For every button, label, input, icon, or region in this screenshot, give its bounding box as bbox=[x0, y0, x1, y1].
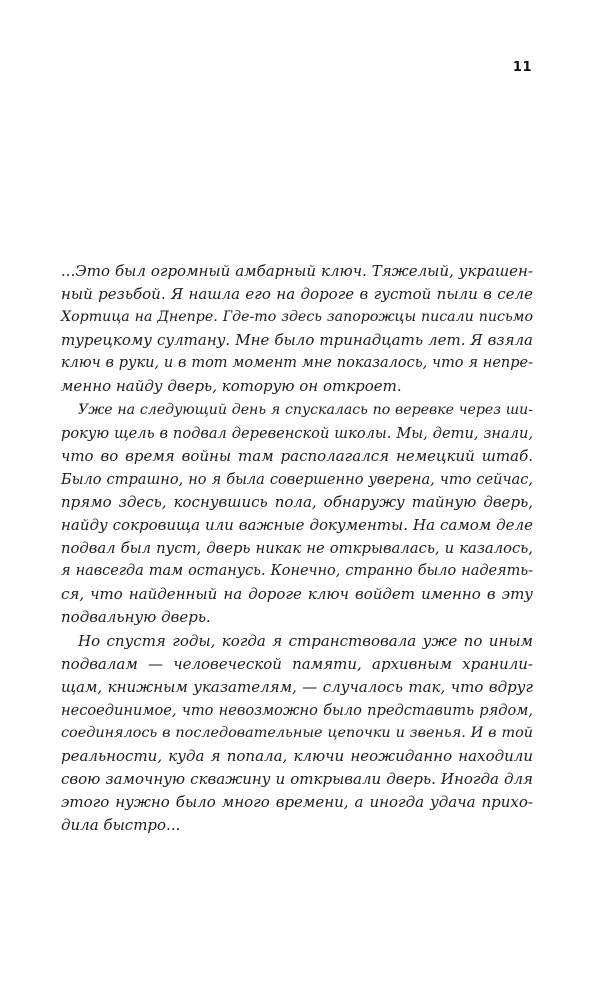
text-line: Хортица на Днепре. Где-то здесь запорожцы писали письмо bbox=[61, 309, 533, 326]
text-line: подвалам — человеческой памяти, архивным хранили- bbox=[61, 654, 533, 673]
paragraph-2 bbox=[61, 399, 533, 630]
text-line: ся, что найденный на дороге ключ войдет именно в эту bbox=[61, 585, 533, 604]
paragraph-3 bbox=[61, 630, 533, 838]
text-line: подвальную дверь. bbox=[61, 608, 211, 627]
text-line: Уже на следующий день я спускалась по веревке через ши- bbox=[78, 401, 533, 418]
text-line: прямо здесь, коснувшись пола, обнаружу тайную дверь, bbox=[61, 492, 533, 511]
text-line: что во время войны там располагался немецкий штаб. bbox=[61, 446, 533, 465]
text-line: свою замочную скважину и открывали дверь. Иногда для bbox=[61, 770, 533, 789]
paragraph-1 bbox=[61, 260, 533, 399]
text-line: рокую щель в подвал деревенской школы. Мы, дети, знали, bbox=[61, 424, 533, 442]
text-line: менно найду дверь, которую он откроет. bbox=[61, 377, 402, 396]
text-line: я навсегда там останусь. Конечно, странно было надеять- bbox=[61, 563, 533, 580]
text-line: несоединимое, что невозможно было представить рядом, bbox=[61, 701, 533, 719]
text-line: этого нужно было много времени, а иногда удача прихо- bbox=[61, 793, 533, 812]
body-text bbox=[61, 260, 533, 837]
text-line: подвал был пуст, дверь никак не открывалась, и казалось, bbox=[61, 540, 533, 558]
text-line: найду сокровища или важные документы. На самом деле bbox=[61, 516, 533, 535]
text-line: реальности, куда я попала, ключи неожиданно находили bbox=[61, 746, 533, 765]
text-line: турецкому султану. Мне было тринадцать лет. Я взяла bbox=[61, 331, 533, 350]
text-line: ...Это был огромный амбарный ключ. Тяжелый, украшен- bbox=[61, 262, 533, 280]
text-line: соединялось в последовательные цепочки и звенья. И в той bbox=[61, 724, 533, 741]
page-number: 11 bbox=[512, 60, 532, 75]
text-line: ключ в руки, и в тот момент мне показалось, что я непре- bbox=[61, 355, 533, 372]
text-line: Но спустя годы, когда я странствовала уже по иным bbox=[78, 631, 533, 650]
text-line: ный резьбой. Я нашла его на дороге в густой пыли в селе bbox=[61, 285, 533, 304]
text-line: щам, книжным указателям, — случалось так, что вдруг bbox=[61, 677, 533, 696]
text-line: дила быстро... bbox=[61, 816, 181, 835]
text-line: Было страшно, но я была совершенно уверена, что сейчас, bbox=[61, 470, 533, 488]
